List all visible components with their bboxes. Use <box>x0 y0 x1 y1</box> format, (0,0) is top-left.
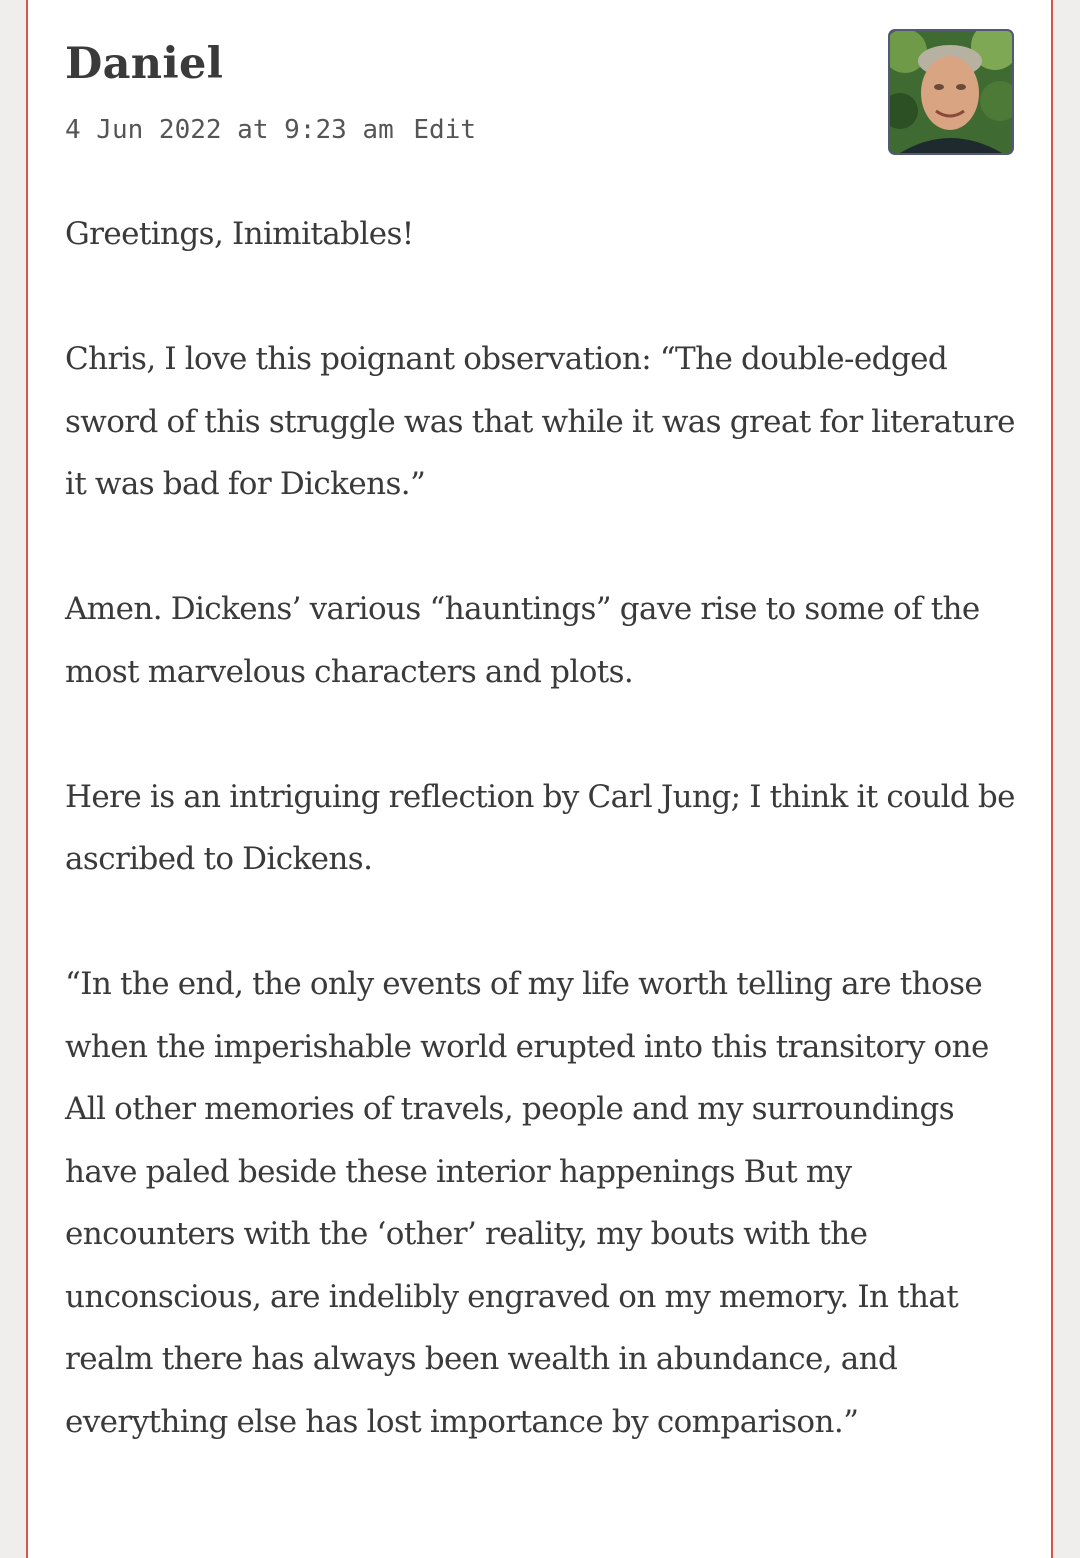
edit-comment-link[interactable]: Edit <box>413 115 477 145</box>
comment-paragraph: Greetings, Inimitables! <box>65 216 414 252</box>
comment-paragraph: Chris, I love this poignant observation: “The double-edged sword of this struggle was that while it was great for literature it was bad for Dickens.” <box>65 341 1015 502</box>
comment-paragraph: Amen. Dickens’ various “hauntings” gave rise to some of the most marvelous characters and plots. <box>65 591 980 690</box>
comment-author-name[interactable]: Daniel <box>65 39 224 89</box>
author-avatar <box>888 29 1014 155</box>
comment-card <box>26 0 1053 1558</box>
comment-meta <box>65 112 476 148</box>
avatar-photo <box>890 31 1012 153</box>
comment-paragraph: “In the end, the only events of my life worth telling are those when the imperishable world erupted into this transitory one All other memories of travels, people and my surroundings have paled beside these interior happenings But my encounters with the ‘other’ reality, my bouts with the unconscious, are indelibly engraved on my memory. In that realm there has always been wealth in abundance, and everything else has lost importance by comparison.” <box>65 966 989 1440</box>
comment-body <box>65 203 1025 1516</box>
comment-date[interactable]: 4 Jun 2022 at 9:23 am <box>65 115 394 145</box>
comment-paragraph: Here is an intriguing reflection by Carl Jung; I think it could be ascribed to Dickens. <box>65 778 1015 877</box>
